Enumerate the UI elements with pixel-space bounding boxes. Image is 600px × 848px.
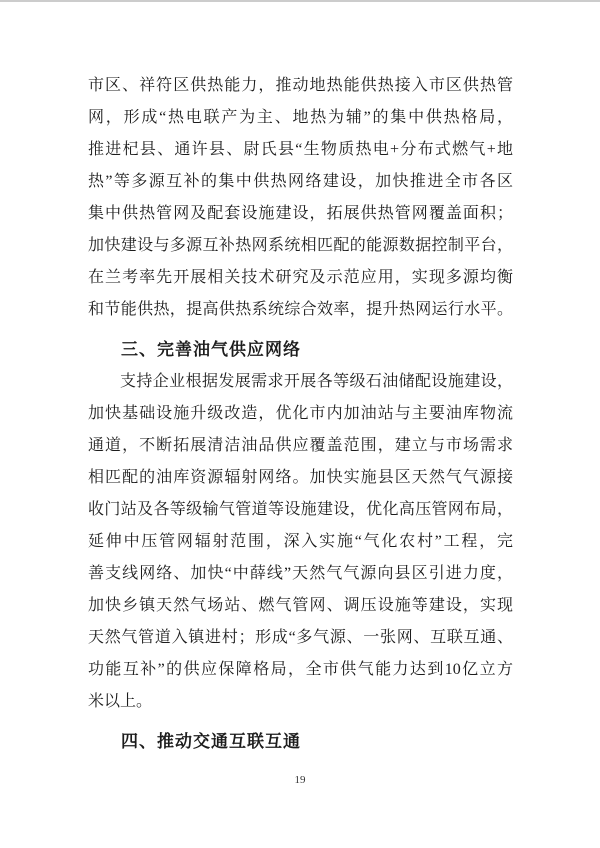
paragraph2-line: 加快基础设施升级改造，优化市内加油站与主要油库物流 (88, 405, 513, 422)
paragraph1-line: 加快建设与多源互补热网系统相匹配的能源数据控制平台， (88, 237, 513, 254)
paragraph1-line: 在兰考率先开展相关技术研究及示范应用，实现多源均衡 (88, 269, 513, 286)
paragraph2-line: 相匹配的油库资源辐射网络。加快实施县区天然气气源接 (88, 469, 513, 486)
paragraph2-line: 收门站及各等级输气管道等设施建设，优化高压管网布局， (88, 501, 513, 518)
section-heading-four: 四、推动交通互联互通 (121, 732, 301, 751)
paragraph2-line: 通道，不断拓展清洁油品供应覆盖范围，建立与市场需求 (88, 437, 513, 454)
paragraph1-line: 集中供热管网及配套设施建设，拓展供热管网覆盖面积； (88, 205, 513, 222)
document-body (88, 70, 513, 758)
paragraph1-line: 推进杞县、通许县、尉氏县“生物质热电+分布式燃气+地 (88, 141, 513, 158)
paragraph2-line: 善支线网络、加快“中薛线”天然气气源向县区引进力度， (88, 565, 513, 582)
paragraph2-line: 延伸中压管网辐射范围，深入实施“气化农村”工程，完 (88, 533, 513, 550)
paragraph1-line: 网，形成“热电联产为主、地热为辅”的集中供热格局， (88, 109, 513, 126)
paragraph2-line: 功能互补”的供应保障格局，全市供气能力达到10亿立方 (88, 661, 513, 678)
paragraph1-line: 市区、祥符区供热能力，推动地热能供热接入市区供热管 (88, 77, 513, 94)
paragraph2-line: 支持企业根据发展需求开展各等级石油储配设施建设， (120, 373, 513, 390)
paragraph1-line: 热”等多源互补的集中供热网络建设，加快推进全市各区 (88, 173, 513, 190)
paragraph2-line: 米以上。 (88, 693, 153, 710)
paragraph1-line: 和节能供热，提高供热系统综合效率，提升热网运行水平。 (88, 301, 513, 318)
paragraph2-line: 天然气管道入镇进村；形成“多气源、一张网、互联互通、 (88, 629, 513, 646)
page-number: 19 (294, 774, 306, 786)
paragraph2-line: 加快乡镇天然气场站、燃气管网、调压设施等建设，实现 (88, 597, 513, 614)
section-heading-three: 三、完善油气供应网络 (121, 340, 301, 359)
